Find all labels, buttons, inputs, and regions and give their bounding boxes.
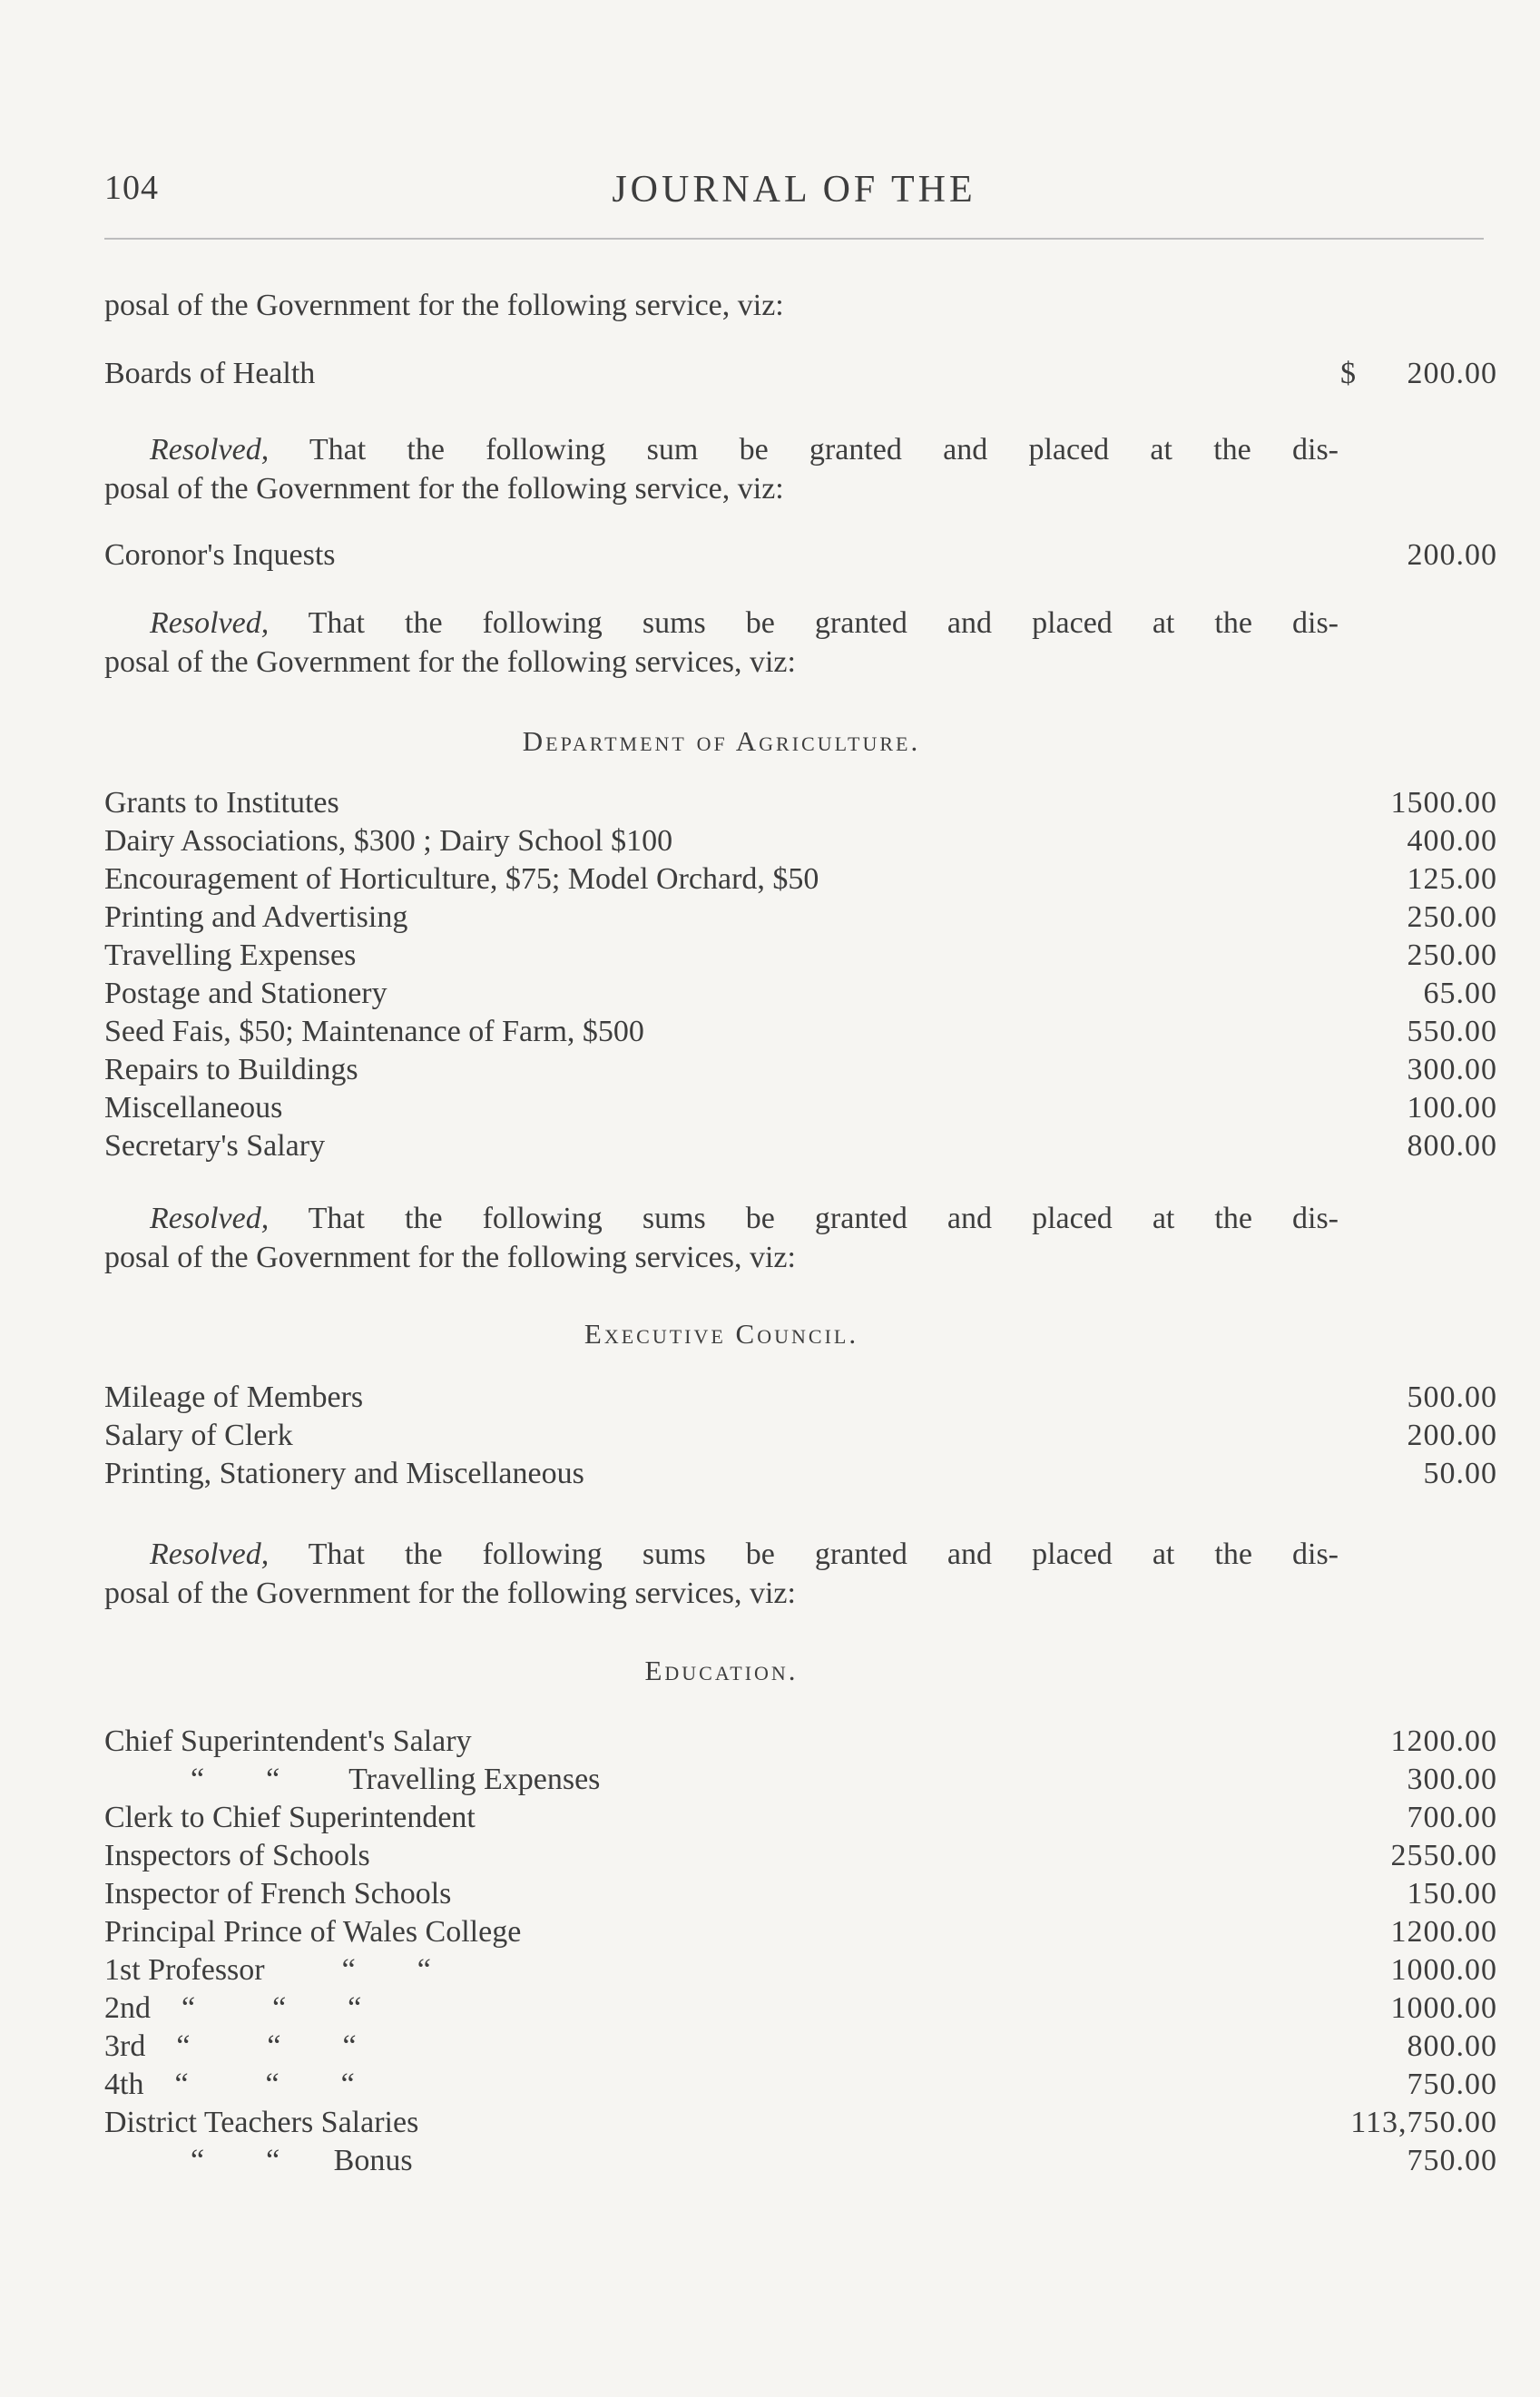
resolution-4-line2: posal of the Government for the following services, viz: (104, 1577, 796, 1610)
executive-heading: Executive Council. (584, 1318, 859, 1350)
resolution-2-line1 (104, 604, 1339, 642)
education-item: District Teachers Salaries 113,750.00 (104, 2106, 1497, 2139)
resolved-italic: Resolved, (150, 1537, 270, 1571)
running-head (104, 168, 1484, 222)
resolution-text: That the following sums be granted and placed at the dis- (269, 1202, 1339, 1235)
agriculture-heading: Department of Agriculture. (522, 725, 921, 757)
education-item: “ “ Travelling Expenses 300.00 (191, 1763, 1497, 1796)
currency-sign: $ (1340, 357, 1356, 390)
agriculture-item: Encouragement of Horticulture, $75; Model Orchard, $50 125.00 (104, 862, 1497, 896)
agriculture-item: Repairs to Buildings 300.00 (104, 1053, 1497, 1086)
agriculture-item: Seed Fais, $50; Maintenance of Farm, $500 550.00 (104, 1015, 1497, 1048)
executive-item: Printing, Stationery and Miscellaneous 50.00 (104, 1457, 1497, 1490)
education-item: Inspector of French Schools 150.00 (104, 1877, 1497, 1911)
intro-line: posal of the Government for the following service, viz: (104, 289, 784, 322)
resolution-1-line1 (104, 431, 1339, 468)
education-item: 1st Professor “ “ 1000.00 (104, 1953, 1497, 1987)
resolution-3-line1 (104, 1200, 1339, 1237)
resolved-italic: Resolved, (150, 606, 270, 640)
education-item: 4th “ “ “ 750.00 (104, 2068, 1497, 2101)
agriculture-item: Postage and Stationery 65.00 (104, 977, 1497, 1010)
resolved-italic: Resolved, (150, 433, 270, 467)
agriculture-item: Printing and Advertising 250.00 (104, 900, 1497, 934)
health-amount: 200.00 (1407, 357, 1497, 390)
resolution-3-line2: posal of the Government for the following services, viz: (104, 1241, 796, 1274)
resolution-text: That the following sums be granted and placed at the dis- (269, 1537, 1339, 1571)
education-heading: Education. (644, 1655, 799, 1686)
executive-item: Mileage of Members 500.00 (104, 1380, 1497, 1414)
coroner-amount: 200.00 (1407, 538, 1497, 572)
health-row (104, 357, 1497, 395)
education-item: Clerk to Chief Superintendent 700.00 (104, 1801, 1497, 1834)
education-item: 2nd “ “ “ 1000.00 (104, 1991, 1497, 2025)
agriculture-item: Travelling Expenses 250.00 (104, 938, 1497, 972)
health-label: Boards of Health (104, 357, 316, 390)
education-item: “ “ Bonus 750.00 (191, 2144, 1497, 2177)
education-item: 3rd “ “ “ 800.00 (104, 2029, 1497, 2063)
agriculture-item: Secretary's Salary 800.00 (104, 1129, 1497, 1163)
resolution-2-line2: posal of the Government for the following services, viz: (104, 645, 796, 679)
education-item: Chief Superintendent's Salary 1200.00 (104, 1724, 1497, 1758)
resolved-italic: Resolved, (150, 1202, 270, 1235)
education-item: Inspectors of Schools 2550.00 (104, 1839, 1497, 1872)
coroner-row (104, 538, 1497, 576)
resolution-text: That the following sum be granted and placed at the dis- (269, 433, 1339, 467)
resolution-4-line1 (104, 1536, 1339, 1573)
resolution-1-line2: posal of the Government for the following service, viz: (104, 472, 784, 506)
page-number: 104 (104, 169, 159, 207)
coroner-label: Coronor's Inquests (104, 538, 336, 572)
header-rule (104, 238, 1484, 240)
agriculture-item: Miscellaneous 100.00 (104, 1091, 1497, 1125)
agriculture-item: Dairy Associations, $300 ; Dairy School $100 400.00 (104, 824, 1497, 858)
agriculture-item: Grants to Institutes 1500.00 (104, 786, 1497, 820)
education-item: Principal Prince of Wales College 1200.00 (104, 1915, 1497, 1949)
journal-title: JOURNAL OF THE (612, 169, 976, 211)
executive-item: Salary of Clerk 200.00 (104, 1419, 1497, 1452)
resolution-text: That the following sums be granted and placed at the dis- (269, 606, 1339, 640)
